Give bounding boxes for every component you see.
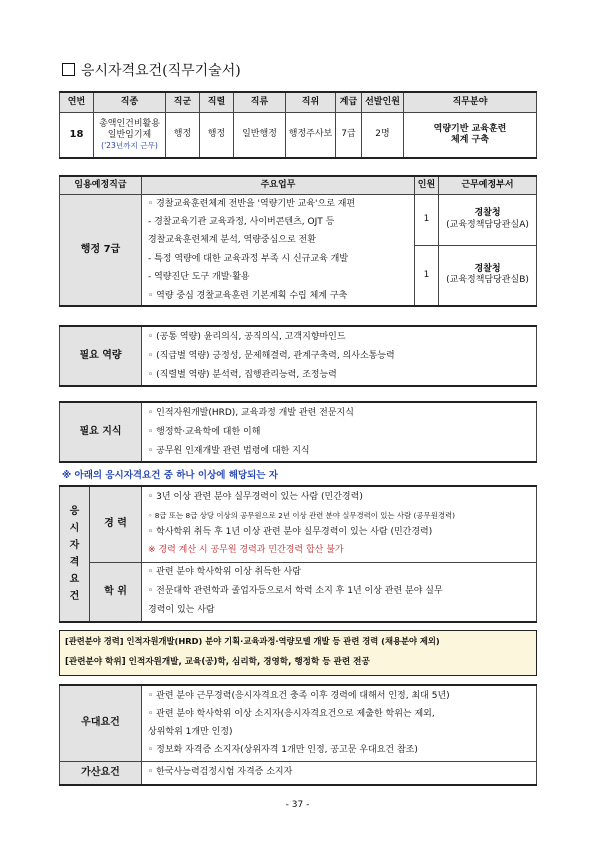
- header-duties: 주요업무: [142, 176, 415, 194]
- duty-line: 경찰교육훈련체계 분석, 역량중심으로 전환: [148, 235, 316, 246]
- vlabel-char: 자: [69, 540, 80, 551]
- row-count: 2명: [362, 112, 404, 158]
- dept2-sub: (교육정책담당관실B): [446, 275, 529, 286]
- duties-cell: [142, 194, 415, 306]
- field-line1: 역량기반 교육훈련: [433, 123, 507, 134]
- dept1-sub: (교육정책담당관실A): [446, 219, 529, 230]
- page-number: - 37 -: [285, 800, 310, 810]
- header-grade: 계급: [336, 92, 362, 112]
- extra-label: 가산요건: [60, 761, 142, 785]
- competency-item: ◦ (직급별 역량) 긍정성, 문제해결력, 관계구축력, 의사소통능력: [148, 350, 395, 361]
- career-item: ◦ 3년 이상 관련 분야 실무경력이 있는 사람 (민간경력): [148, 492, 363, 503]
- degree-item: ◦ 전문대학 관련학과 졸업자등으로서 학력 소지 후 1년 이상 관련 분야 실무: [148, 586, 443, 597]
- degree-label: 학 위: [90, 562, 142, 622]
- duty-line: - 역량진단 도구 개발·활용: [148, 272, 250, 283]
- vlabel-char: 요: [69, 574, 80, 585]
- knowledge-item: ◦ 행정학·교육학에 대한 이해: [148, 426, 261, 437]
- row-no: 18: [60, 112, 94, 158]
- preference-item: ◦ 관련 분야 학사학위 이상 소지자(응시자격요건으로 제출한 학위는 제외,: [148, 709, 435, 720]
- knowledge-item: ◦ 인적자원개발(HRD), 교육과정 개발 관련 전문지식: [148, 407, 354, 418]
- dept1-name: 경찰청: [474, 208, 501, 219]
- competency-table: [59, 325, 537, 387]
- qualification-vertical-label: [60, 486, 90, 622]
- row-class: 일반행정: [234, 112, 286, 158]
- competency-item: ◦ (직렬별 역량) 분석력, 집행관리능력, 조정능력: [148, 369, 337, 380]
- duty-line: - 특정 역량에 대한 교육과정 부족 시 신규교육 개발: [148, 253, 349, 264]
- dept1-cell: [439, 194, 537, 245]
- dept2-count: 1: [415, 245, 439, 306]
- duty-line: ◦ 경찰교육훈련체계 전반을 '역량기반 교육'으로 재편: [148, 198, 356, 209]
- page-title: [62, 60, 241, 80]
- degree-item: ◦ 관련 분야 학사학위 이상 취득한 사람: [148, 567, 301, 578]
- vlabel-char: 건: [69, 591, 80, 602]
- career-warning: ※ 경력 계산 시 공무원 경력과 민간경력 합산 불가: [148, 544, 344, 555]
- header-no: 연번: [60, 92, 94, 112]
- type-line1: 총액인건비활용: [99, 118, 160, 129]
- vlabel-char: 격: [69, 557, 80, 568]
- row-type: [94, 112, 166, 158]
- knowledge-item: ◦ 공무원 인재개발 관련 법령에 대한 지식: [148, 445, 310, 456]
- knowledge-items: [142, 402, 537, 462]
- dept2-cell: [439, 245, 537, 306]
- related-fields-box: [59, 630, 537, 676]
- career-item: ◦ 학사학위 취득 후 1년 이상 관련 분야 실무경력이 있는 사람 (민간경력): [148, 527, 433, 538]
- extra-item: ◦ 한국사능력검정시험 자격증 소지자: [142, 761, 537, 785]
- competency-label: 필요 역량: [60, 326, 142, 386]
- header-headcount: 인원: [415, 176, 439, 194]
- rank-cell: 행정 7급: [60, 194, 142, 306]
- degree-items: [142, 562, 537, 622]
- header-class: 직류: [234, 92, 286, 112]
- vlabel-char: 응: [69, 506, 80, 517]
- vlabel-char: 시: [69, 523, 80, 534]
- career-item: ◦ 8급 또는 8급 상당 이상의 공무원으로 2년 이상 관련 분야 실무경력이 있는 사람 (공무원경력): [148, 510, 456, 520]
- preference-table: [59, 684, 537, 786]
- duties-table: [59, 175, 537, 307]
- dept2-name: 경찰청: [474, 264, 501, 274]
- duty-line: - 경찰교육기관 교육과정, 사이버콘텐츠, OJT 등: [148, 216, 335, 227]
- row-position: 행정주사보: [286, 112, 336, 158]
- preference-items: [142, 685, 537, 761]
- qualification-table: [59, 485, 537, 623]
- type-note: ('23년까지 근무): [101, 141, 158, 151]
- header-count: 선발인원: [362, 92, 404, 112]
- knowledge-table: [59, 401, 537, 463]
- preference-item: ◦ 정보화 자격증 소지자(상위자격 1개만 인정, 공고문 우대요건 참조): [148, 745, 418, 756]
- field-line2: 체계 구축: [451, 134, 489, 145]
- career-items: [142, 486, 537, 562]
- competency-item: ◦ (공통 역량) 윤리의식, 공직의식, 고객지향마인드: [148, 331, 346, 342]
- header-type: 직종: [94, 92, 166, 112]
- duty-line: ◦ 역량 중심 경찰교육훈련 기본계획 수립 체계 구축: [148, 290, 348, 301]
- preference-item: ◦ 관련 분야 근무경력(응시자격요건 충족 이후 경력에 대해서 인정, 최대 5년): [148, 691, 450, 702]
- header-series: 직렬: [200, 92, 234, 112]
- row-series: 행정: [200, 112, 234, 158]
- preference-label: 우대요건: [60, 685, 142, 761]
- dept1-count: 1: [415, 194, 439, 245]
- type-line2: 일반임기제: [107, 130, 152, 140]
- position-table: [59, 91, 537, 159]
- knowledge-label: 필요 지식: [60, 402, 142, 462]
- row-group: 행정: [166, 112, 200, 158]
- row-grade: 7급: [336, 112, 362, 158]
- title-text: 응시자격요건(직무기술서): [81, 63, 241, 79]
- related-degree: [관련분야 학위] 인적자원개발, 교육(공)학, 심리학, 경영학, 행정학 등 관련 전공: [65, 657, 370, 667]
- career-label: 경 력: [90, 486, 142, 562]
- related-career: [관련분야 경력] 인적자원개발(HRD) 분야 기획·교육과정·역량모델 개발 등 관련 경력 (채용분야 제외): [65, 636, 440, 646]
- checkbox-icon: [62, 63, 75, 76]
- competency-items: [142, 326, 537, 386]
- preference-item: 상위학위 1개만 인정): [148, 727, 233, 738]
- header-field: 직무분야: [404, 92, 537, 112]
- qualification-note: ※ 아래의 응시자격요건 중 하나 이상에 해당되는 자: [62, 470, 278, 481]
- header-rank: 임용예정직급: [60, 176, 142, 194]
- header-group: 직군: [166, 92, 200, 112]
- degree-item: 경력이 있는 사람: [148, 605, 215, 616]
- header-position: 직위: [286, 92, 336, 112]
- row-field: [404, 112, 537, 158]
- header-dept: 근무예정부서: [439, 176, 537, 194]
